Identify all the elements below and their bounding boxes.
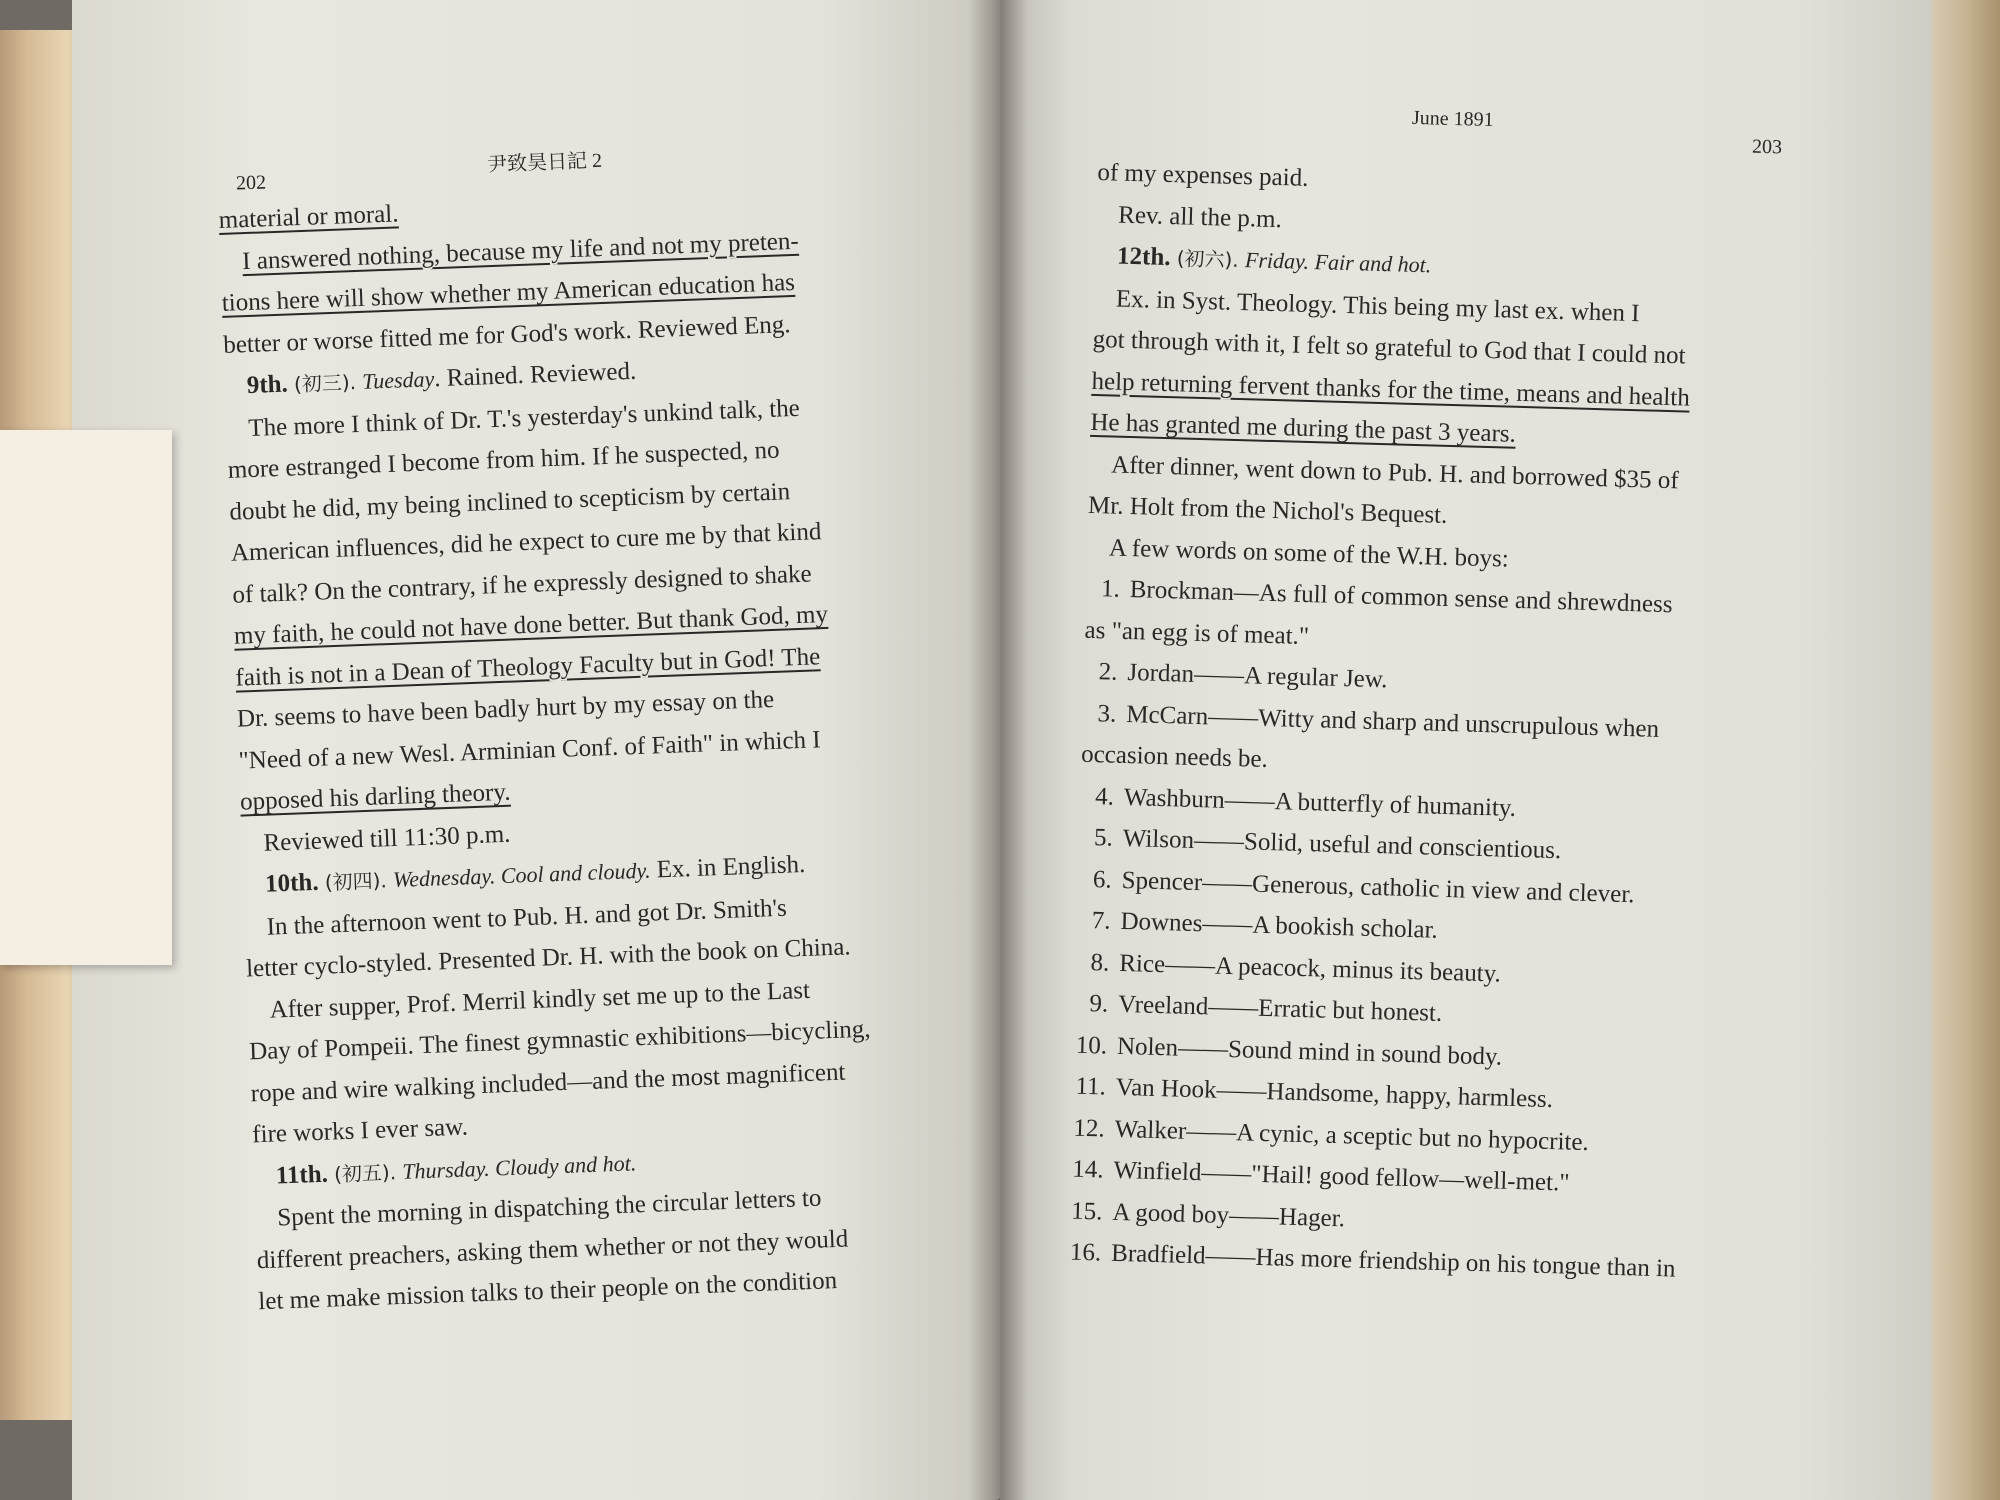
text-line: A few words on some of the W.H. boys:: [1108, 533, 1510, 573]
text-line: fire works I ever saw.: [251, 1113, 469, 1149]
list-item: occasion needs be.: [1080, 740, 1269, 773]
text-line: help returning fervent thanks for the time, means and health: [1091, 367, 1691, 412]
entry-12th: 12th. (初六). Friday. Fair and hot.: [1116, 242, 1432, 278]
list-item: 11. Van Hook——Handsome, happy, harmless.: [1075, 1072, 1554, 1114]
text-line: American influences, did he expect to cure me by that kind: [230, 518, 822, 567]
text-line: Reviewed till 11:30 p.m.: [263, 820, 511, 857]
book-gutter: [968, 0, 1028, 1500]
right-running-head: June 1891: [1411, 106, 1494, 132]
text-line: In the afternoon went to Pub. H. and got Dr. Smith's: [266, 894, 788, 941]
left-running-head: 尹致昊日記 2: [486, 149, 603, 177]
text-line: faith is not in a Dean of Theology Faculty but in God! The: [235, 642, 821, 692]
text-line: of my expenses paid.: [1097, 158, 1309, 192]
text-line: got through with it, I felt so grateful to God that I could not: [1092, 325, 1686, 370]
left-page-number: 202: [235, 171, 267, 195]
text-line: Dr. seems to have been badly hurt by my essay on the: [236, 685, 775, 733]
list-item: 14. Winfield——"Hail! good fellow—well-met.": [1071, 1155, 1570, 1197]
text-line: opposed his darling theory.: [239, 778, 511, 816]
text-line: doubt he did, my being inclined to scepticism by certain: [228, 477, 791, 526]
list-item: 16. Bradfield——Has more friendship on his tongue than in: [1069, 1238, 1676, 1283]
text-line: Mr. Holt from the Nichol's Bequest.: [1087, 491, 1448, 529]
text-line: I answered nothing, because my life and not my preten-: [241, 227, 800, 275]
entry-11th: 11th. (初五). Thursday. Cloudy and hot.: [275, 1149, 637, 1190]
right-page-number: 203: [1751, 135, 1783, 159]
text-line: my faith, he could not have done better. But thank God, my: [233, 600, 829, 650]
text-line: letter cyclo-styled. Presented Dr. H. with the book on China.: [245, 933, 852, 983]
list-item: 6. Spencer——Generous, catholic in view and clever.: [1092, 865, 1635, 908]
text-line: more estranged I become from him. If he suspected, no: [227, 436, 780, 484]
text-line: Ex. in Syst. Theology. This being my last ex. when I: [1115, 285, 1640, 327]
list-item: 4. Washburn——A butterfly of humanity.: [1094, 782, 1517, 822]
right-page-text: [1067, 152, 1707, 1290]
list-item: 2. Jordan——A regular Jew.: [1098, 658, 1388, 694]
text-line: tions here will show whether my American education has: [221, 268, 796, 317]
entry-9th: 9th. (初三). Tuesday. Rained. Reviewed.: [246, 357, 637, 400]
text-line: He has granted me during the past 3 years.: [1090, 408, 1517, 448]
text-line: After dinner, went down to Pub. H. and borrowed $35 of: [1110, 450, 1680, 494]
text-line: material or moral.: [218, 200, 399, 234]
list-item: 7. Downes——A bookish scholar.: [1091, 907, 1439, 944]
text-line: After supper, Prof. Merril kindly set me up to the Last: [269, 976, 811, 1024]
text-line: better or worse fitted me for God's work. Reviewed Eng.: [222, 310, 791, 359]
list-item: 9. Vreeland——Erratic but honest.: [1089, 990, 1443, 1027]
text-line: rope and wire walking included—and the most magnificent: [250, 1058, 846, 1107]
text-line: different preachers, asking them whether or not they would: [256, 1225, 849, 1274]
list-item: 15. A good boy——Hager.: [1070, 1197, 1346, 1232]
text-line: let me make mission talks to their people on the condition: [257, 1267, 838, 1316]
list-item: 12. Walker——A cynic, a sceptic but no hypocrite.: [1073, 1114, 1590, 1156]
text-line: "Need of a new Wesl. Arminian Conf. of Faith" in which I: [238, 725, 822, 775]
list-item: as "an egg is of meat.": [1084, 616, 1310, 650]
text-line: Day of Pompeii. The finest gymnastic exhibitions—bicycling,: [248, 1015, 871, 1066]
list-item: 8. Rice——A peacock, minus its beauty.: [1090, 948, 1502, 988]
text-line: The more I think of Dr. T.'s yesterday's unkind talk, the: [247, 394, 801, 442]
text-line: Spent the morning in dispatching the circular letters to: [276, 1184, 822, 1232]
left-page-text: [218, 177, 880, 1323]
list-item: 1. Brockman—As full of common sense and shrewdness: [1100, 575, 1673, 619]
paper-bookmark: [0, 430, 172, 965]
text-line: Rev. all the p.m.: [1117, 201, 1283, 233]
page-stack-right: [1930, 0, 2000, 1500]
list-item: 5. Wilson——Solid, useful and conscientious.: [1093, 824, 1562, 865]
list-item: 10. Nolen——Sound mind in sound body.: [1075, 1031, 1503, 1071]
text-line: of talk? On the contrary, if he expressly designed to shake: [231, 560, 813, 609]
list-item: 3. McCarn——Witty and sharp and unscrupulous when: [1097, 699, 1660, 743]
entry-10th: 10th. (初四). Wednesday. Cool and cloudy. Ex. in English.: [264, 850, 806, 898]
